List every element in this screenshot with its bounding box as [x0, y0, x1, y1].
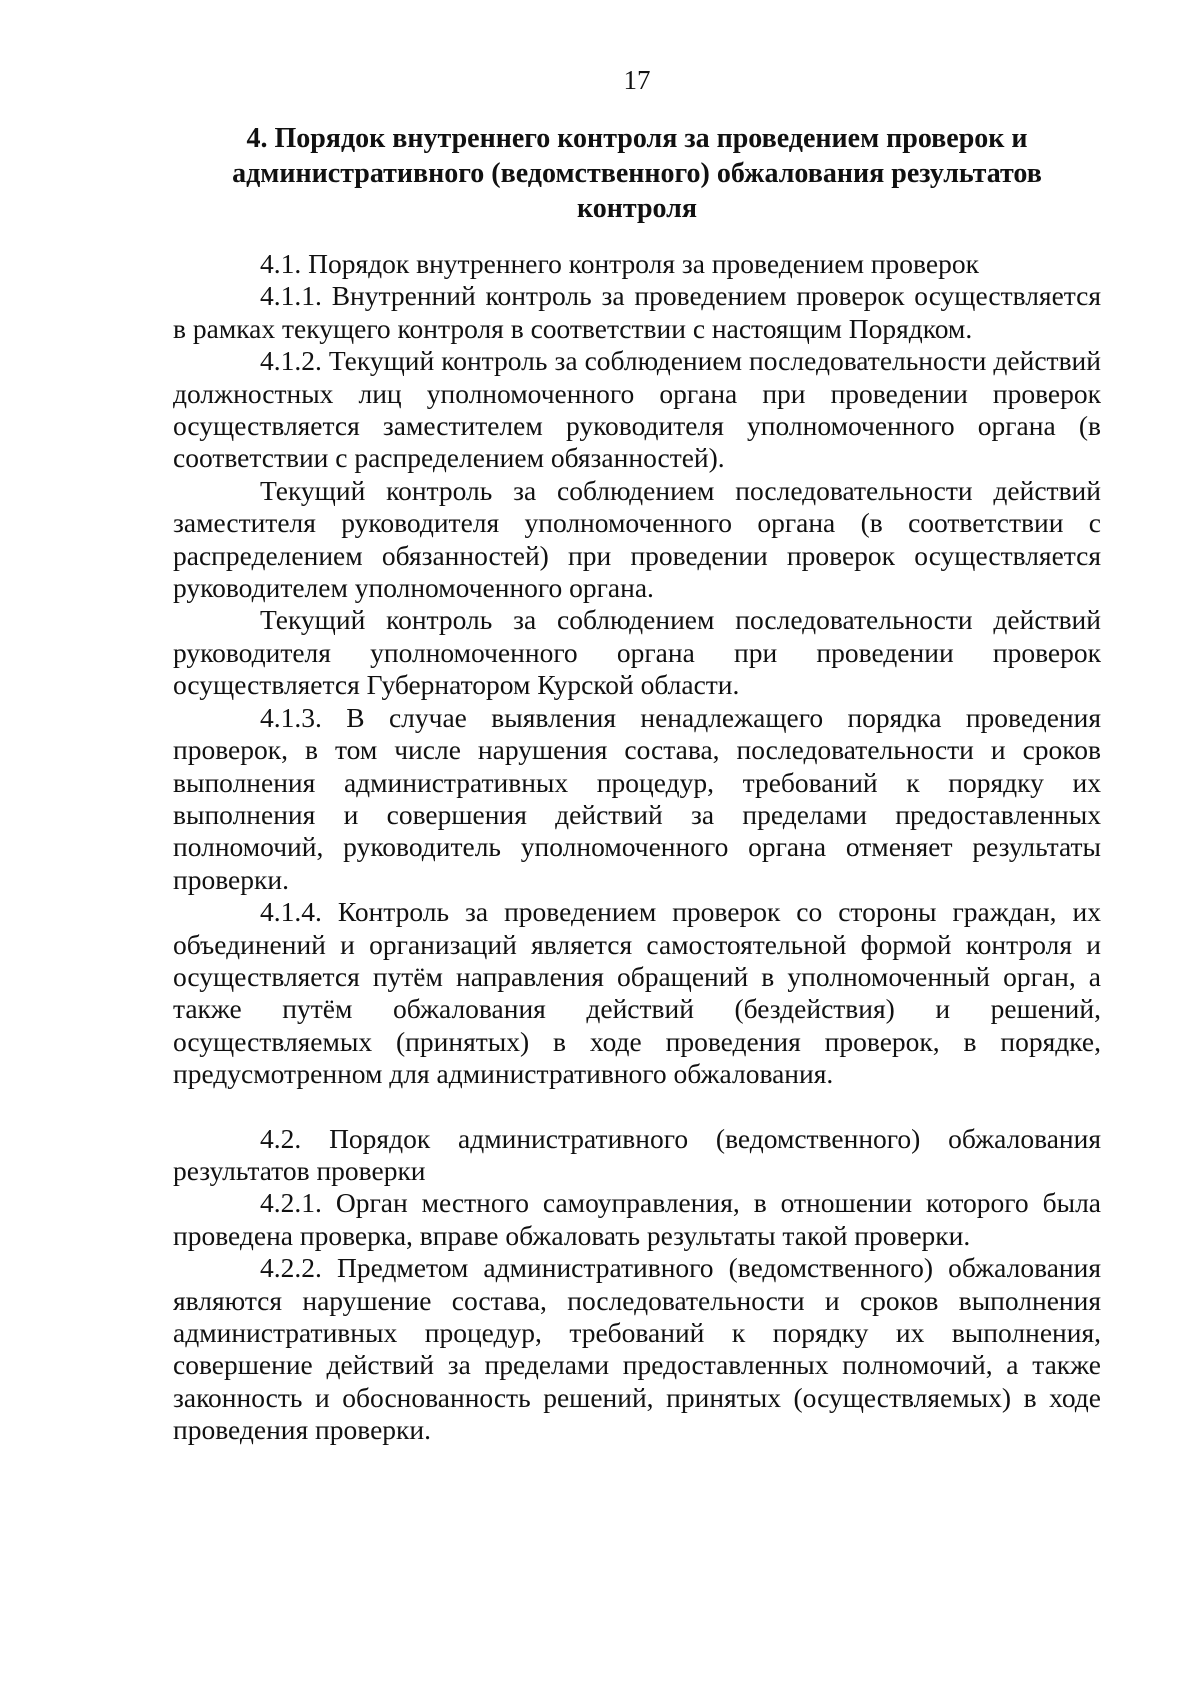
section-heading-line-2: административного (ведомственного) обжалования результатов	[232, 158, 1042, 189]
document-body	[173, 248, 1101, 1447]
section-heading	[173, 121, 1101, 226]
paragraph-4-2-2: 4.2.2. Предметом административного (ведомственного) обжалования являются нарушение состава, последовательности и сроков выполнения административных процедур, требований к порядку их выполнения, совершение действий за пределами предоставленных полномочий, а также законность и обоснованность решений, принятых (осуществляемых) в ходе проведения проверки.	[173, 1252, 1101, 1446]
page-number: 17	[623, 65, 651, 95]
section-heading-line-1: 4. Порядок внутреннего контроля за проведением проверок и	[246, 123, 1028, 154]
section-heading-line-3: контроля	[576, 193, 698, 224]
paragraph-4-1-title: 4.1. Порядок внутреннего контроля за проведением проверок	[260, 248, 979, 279]
paragraph-deputy-control: Текущий контроль за соблюдением последовательности действий заместителя руководителя уполномоченного органа (в соответствии с распределением обязанностей) при проведении проверок осуществляется руководителем уполномоченного органа.	[173, 474, 1101, 604]
paragraph-head-control: Текущий контроль за соблюдением последовательности действий руководителя уполномоченного органа при проведении проверок осуществляется Губернатором Курской области.	[173, 604, 1101, 701]
paragraph-4-1-1: 4.1.1. Внутренний контроль за проведением проверок осуществляется в рамках текущего контроля в соответствии с настоящим Порядком.	[173, 280, 1101, 344]
document-page	[173, 0, 1101, 1692]
paragraph-4-1-2: 4.1.2. Текущий контроль за соблюдением последовательности действий должностных лиц уполномоченного органа при проведении проверок осуществляется заместителем руководителя уполномоченного органа (в соответствии с распределением обязанностей).	[173, 345, 1101, 474]
paragraph-4-2-1: 4.2.1. Орган местного самоуправления, в отношении которого была проведена проверка, вправе обжаловать результаты такой проверки.	[173, 1187, 1101, 1251]
paragraph-4-1-4: 4.1.4. Контроль за проведением проверок со стороны граждан, их объединений и организаций является самостоятельной формой контроля и осуществляется путём направления обращений в уполномоченный орган, а также путём обжалования действий (бездействия) и решений, осуществляемых (принятых) в ходе проведения проверок, в порядке, предусмотренном для административного обжалования.	[173, 896, 1101, 1090]
paragraph-4-2-title: 4.2. Порядок административного (ведомственного) обжалования результатов проверки	[173, 1122, 1101, 1186]
paragraph-4-1-3: 4.1.3. В случае выявления ненадлежащего порядка проведения проверок, в том числе нарушения состава, последовательности и сроков выполнения административных процедур, требований к порядку их выполнения и совершения действий за пределами предоставленных полномочий, руководитель уполномоченного органа отменяет результаты проверки.	[173, 701, 1101, 895]
